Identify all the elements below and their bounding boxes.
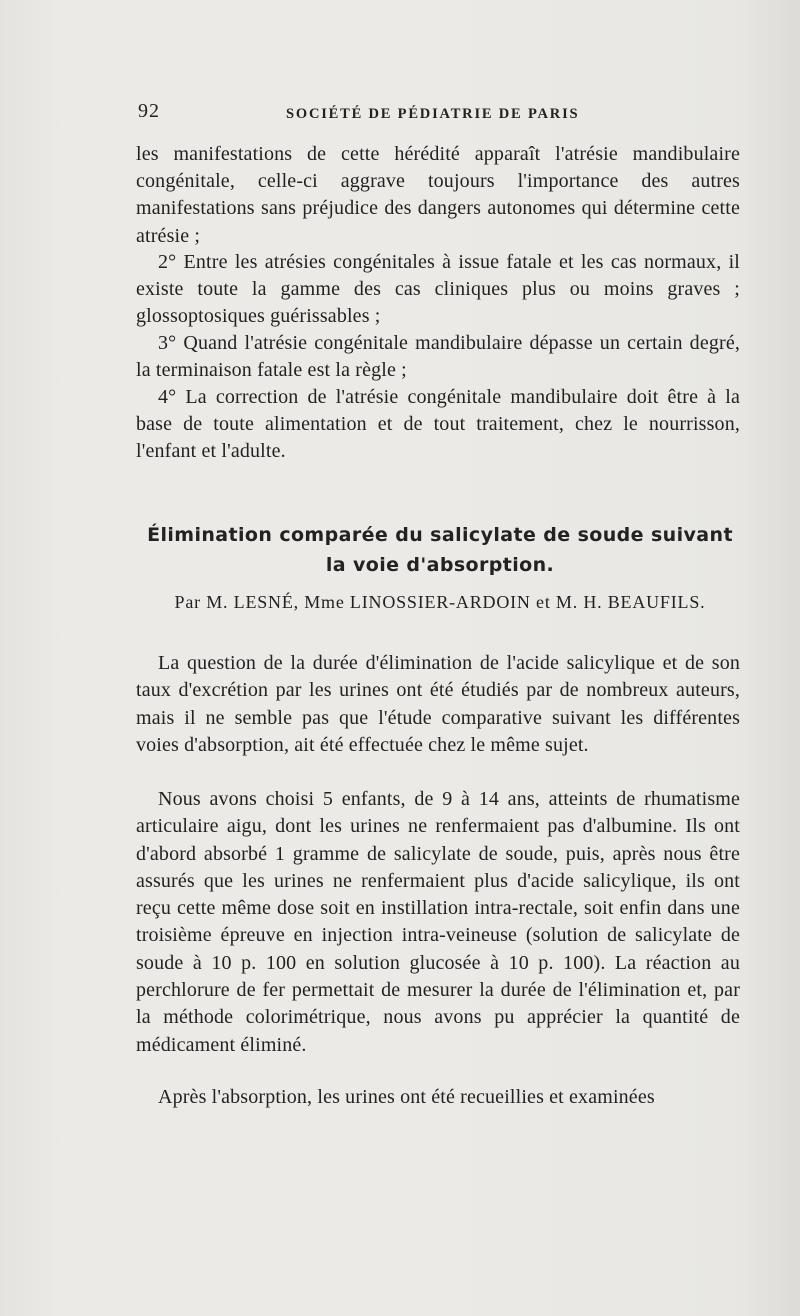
body-paragraph-3: Après l'absorption, les urines ont été recueillies et examinées (158, 1086, 655, 1108)
page-header (138, 100, 738, 130)
page-number: 92 (138, 100, 160, 122)
body-paragraph-2: Nous avons choisi 5 enfants, de 9 à 14 ans, atteints de rhumatisme articulaire aigu, dont les urines ne renfermaient pas d'albumine. Ils ont d'abord absorbé 1 gramme de salicylate de soude, puis, après nous être assurés que les urines ne renfermaient plus d'acide salicylique, ils ont reçu cette même dose soit en instillation intra-rectale, soit enfin dans une troisième épreuve en injection intra-veineuse (solution de salicylate de soude à 10 p. 100 en solution glucosée à 10 p. 100). La réaction au perchlorure de fer permettait de mesurer la durée de l'élimination et, par la méthode colorimétrique, nous avons pu apprécier la quantité de médicament éliminé. (136, 788, 740, 1056)
article-authors: Par M. LESNÉ, Mme LINOSSIER-ARDOIN et M. H. BEAUFILS. (174, 592, 706, 612)
paragraph-point-2: 2° Entre les atrésies congénitales à issue fatale et les cas normaux, il existe toute la gamme des cas cliniques plus ou moins graves ; glossoptosiques guérissables ; (136, 251, 740, 328)
paragraph-point-4: 4° La correction de l'atrésie congénitale mandibulaire doit être à la base de toute alimentation et de tout traitement, chez le nourrisson, l'enfant et l'adulte. (136, 386, 740, 463)
article-title-line-1: Élimination comparée du salicylate de soude suivant (147, 524, 733, 546)
paragraph-continuation: les manifestations de cette hérédité apparaît l'atrésie mandibulaire congénitale, celle-ci aggrave toujours l'importance des autres manifestations sans préjudice des dangers autonomes qui détermine cette atrésie ; (136, 143, 740, 247)
body-paragraph-1: La question de la durée d'élimination de l'acide salicylique et de son taux d'excrétion par les urines ont été étudiés par de nombreux auteurs, mais il ne semble pas que l'étude comparative suivant les différentes voies d'absorption, ait été effectuée chez le même sujet. (136, 652, 740, 757)
article-title-line-2: la voie d'absorption. (325, 554, 555, 576)
paragraph-point-3: 3° Quand l'atrésie congénitale mandibulaire dépasse un certain degré, la terminaison fatale est la règle ; (136, 332, 740, 382)
article-title (140, 520, 740, 580)
running-head: SOCIÉTÉ DE PÉDIATRIE DE PARIS (286, 106, 580, 122)
